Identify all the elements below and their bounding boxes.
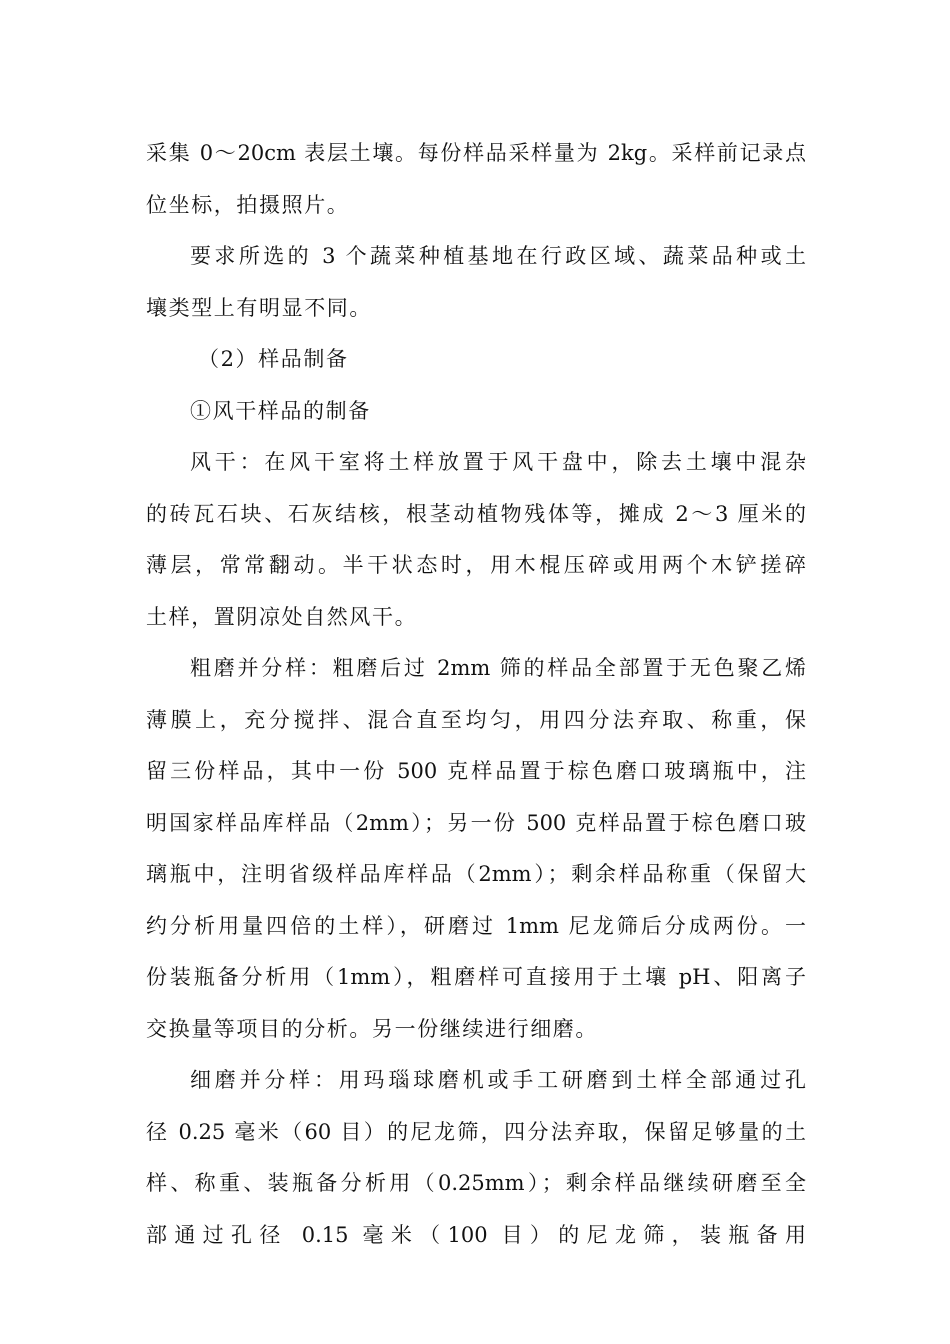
document-body — [146, 133, 806, 1266]
text-line: 交换量等项目的分析。另一份继续进行细磨。 — [146, 1016, 598, 1041]
text-line: 璃瓶中，注明省级样品库样品（2mm）；剩余样品称重（保留大 — [146, 862, 806, 886]
text-line: 的砖瓦石块、石灰结核，根茎动植物残体等，摊成 2～3 厘米的 — [146, 501, 806, 526]
text-line: 径 0.25 毫米（60 目）的尼龙筛，四分法弃取，保留足够量的土 — [146, 1119, 806, 1144]
text-line: 细磨并分样：用玛瑙球磨机或手工研磨到土样全部通过孔 — [190, 1068, 806, 1092]
text-line: 采集 0～20cm 表层土壤。每份样品采样量为 2kg。采样前记录点 — [146, 141, 806, 165]
section-heading: （2）样品制备 — [198, 347, 349, 371]
text-line: 样、称重、装瓶备分析用（0.25mm）；剩余样品继续研磨至全 — [146, 1171, 806, 1195]
text-line: 明国家样品库样品（2mm）；另一份 500 克样品置于棕色磨口玻 — [146, 810, 806, 835]
text-line: 薄膜上，充分搅拌、混合直至均匀，用四分法弃取、称重，保 — [146, 707, 806, 732]
text-line: 粗磨并分样：粗磨后过 2mm 筛的样品全部置于无色聚乙烯 — [190, 656, 806, 680]
text-line: 壤类型上有明显不同。 — [146, 295, 372, 320]
text-line: 风干：在风干室将土样放置于风干盘中，除去土壤中混杂 — [190, 450, 806, 474]
text-line: 份装瓶备分析用（1mm），粗磨样可直接用于土壤 pH、阳离子 — [146, 965, 806, 989]
text-line: 位坐标，拍摄照片。 — [146, 192, 350, 217]
text-line: 约分析用量四倍的土样），研磨过 1mm 尼龙筛后分成两份。一 — [146, 913, 806, 938]
subsection-heading: ①风干样品的制备 — [190, 398, 371, 423]
text-line: 留三份样品，其中一份 500 克样品置于棕色磨口玻璃瓶中，注 — [146, 759, 806, 783]
text-line: 要求所选的 3 个蔬菜种植基地在行政区域、蔬菜品种或土 — [190, 244, 806, 268]
text-line: 薄层，常常翻动。半干状态时，用木棍压碎或用两个木铲搓碎 — [146, 553, 806, 577]
text-line: 部通过孔径 0.15 毫米（100 目）的尼龙筛，装瓶备用 — [146, 1222, 806, 1247]
text-line: 土样，置阴凉处自然风干。 — [146, 604, 418, 629]
